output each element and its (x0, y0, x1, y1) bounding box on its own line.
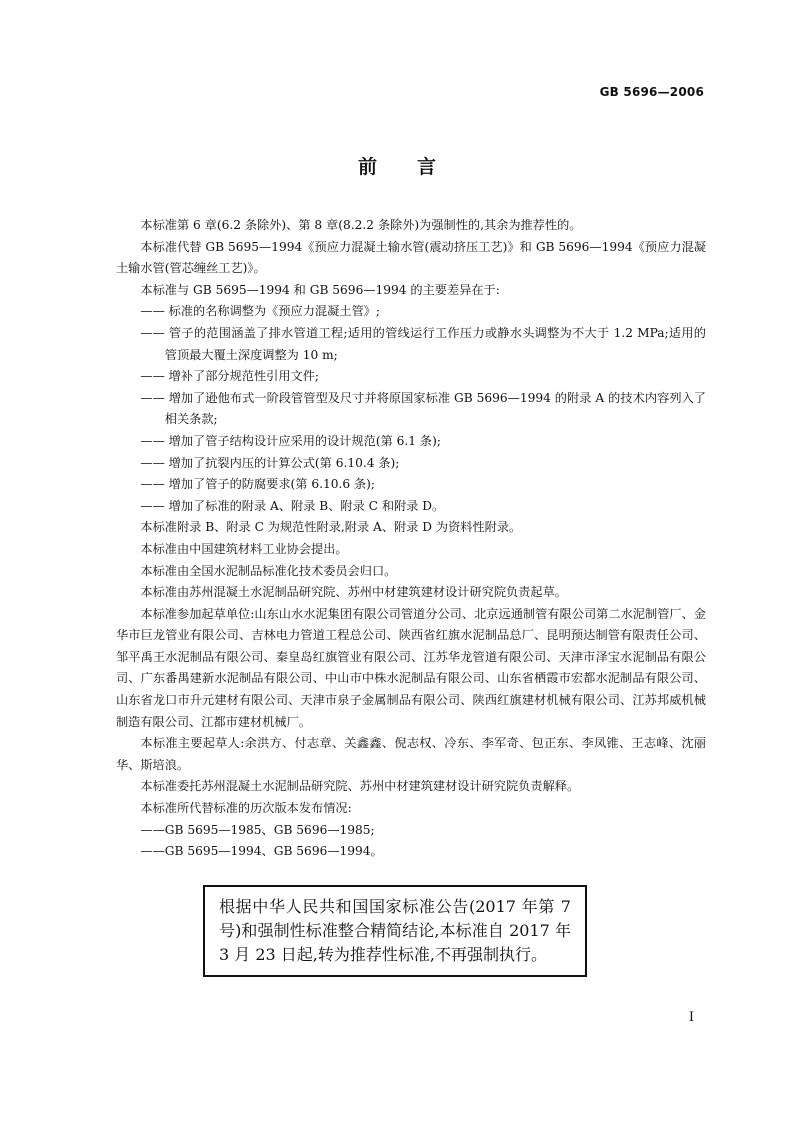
page-number: I (688, 1010, 694, 1025)
paragraph: 本标准由苏州混凝土水泥制品研究院、苏州中材建筑建材设计研究院负责起草。 (140, 585, 567, 600)
list-item: —— 增加了标准的附录 A、附录 B、附录 C 和附录 D。 (140, 498, 445, 513)
paragraph: ——GB 5695—1994、GB 5696—1994。 (140, 844, 383, 859)
paragraph: 本标准第 6 章(6.2 条除外)、第 8 章(8.2.2 条除外)为强制性的,其余为推荐性的。 (140, 218, 582, 232)
list-item: —— 标准的名称调整为《预应力混凝土管》; (140, 304, 380, 319)
title-char-2: 言 (417, 156, 437, 178)
list-item: —— 增加了抗裂内压的计算公式(第 6.10.4 条); (140, 455, 400, 470)
standard-code: GB 5696—2006 (599, 85, 704, 99)
paragraph: 本标准所代替标准的历次版本发布情况: (140, 801, 352, 816)
list-item: —— 增加了管子结构设计应采用的设计规范(第 6.1 条); (140, 433, 441, 448)
paragraph: 本标准主要起草人:余洪方、付志章、关鑫鑫、倪志权、冷东、李军奇、包正东、李凤锥、王志峰、沈丽华、斯培浪。 (116, 736, 706, 772)
list-item: —— 增加了管子的防腐要求(第 6.10.6 条); (140, 477, 376, 492)
title-char-1: 前 (357, 156, 377, 178)
list-item: —— 增补了部分规范性引用文件; (140, 369, 319, 384)
paragraph: 本标准附录 B、附录 C 为规范性附录,附录 A、附录 D 为资料性附录。 (140, 520, 522, 535)
paragraph: 本标准与 GB 5695—1994 和 GB 5696—1994 的主要差异在于: (140, 282, 500, 297)
paragraph: 本标准委托苏州混凝土水泥制品研究院、苏州中材建筑建材设计研究院负责解释。 (140, 779, 580, 794)
page-title (0, 152, 794, 179)
paragraph: ——GB 5695—1985、GB 5696—1985; (140, 822, 375, 837)
paragraph: 本标准由中国建筑材料工业协会提出。 (140, 541, 348, 556)
list-item: —— 管子的范围涵盖了排水管道工程;适用的管线运行工作压力或静水头调整为不大于 1.2 MPa;适用的管顶最大覆土深度调整为 10 m; (140, 325, 706, 362)
list-item: —— 增加了逊他布式一阶段管管型及尺寸并将原国家标准 GB 5696—1994 的附录 A 的技术内容列入了相关条款; (140, 390, 706, 427)
paragraph: 本标准参加起草单位:山东山水水泥集团有限公司管道分公司、北京远通制管有限公司第二水泥制管厂、金华市巨龙管业有限公司、吉林电力管道工程总公司、陕西省红旗水泥制品总厂、昆明预达制管有限责任公司、邹平禹王水泥制品有限公司、秦皇岛红旗管业有限公司、江苏华龙管道有限公司、天津市泽宝水泥制品有限公司、广东番禺建新水泥制品有限公司、中山市中株水泥制品有限公司、山东省栖霞市宏都水泥制品有限公司、山东省龙口市升元建材有限公司、天津市泉子金属制品有限公司、陕西红旗建材机械有限公司、江苏邦威机械制造有限公司、江都市建材机械厂。 (116, 606, 706, 729)
paragraph: 本标准由全国水泥制品标准化技术委员会归口。 (140, 563, 397, 578)
paragraph: 本标准代替 GB 5695—1994《预应力混凝土输水管(震动挤压工艺)》和 GB 5696—1994《预应力混凝土输水管(管芯缠丝工艺)》。 (116, 239, 706, 276)
foreword-body (116, 215, 706, 863)
notice-box: 根据中华人民共和国国家标准公告(2017 年第 7 号)和强制性标准整合精简结论,本标准自 2017 年 3 月 23 日起,转为推荐性标准,不再强制执行。 (203, 885, 587, 977)
